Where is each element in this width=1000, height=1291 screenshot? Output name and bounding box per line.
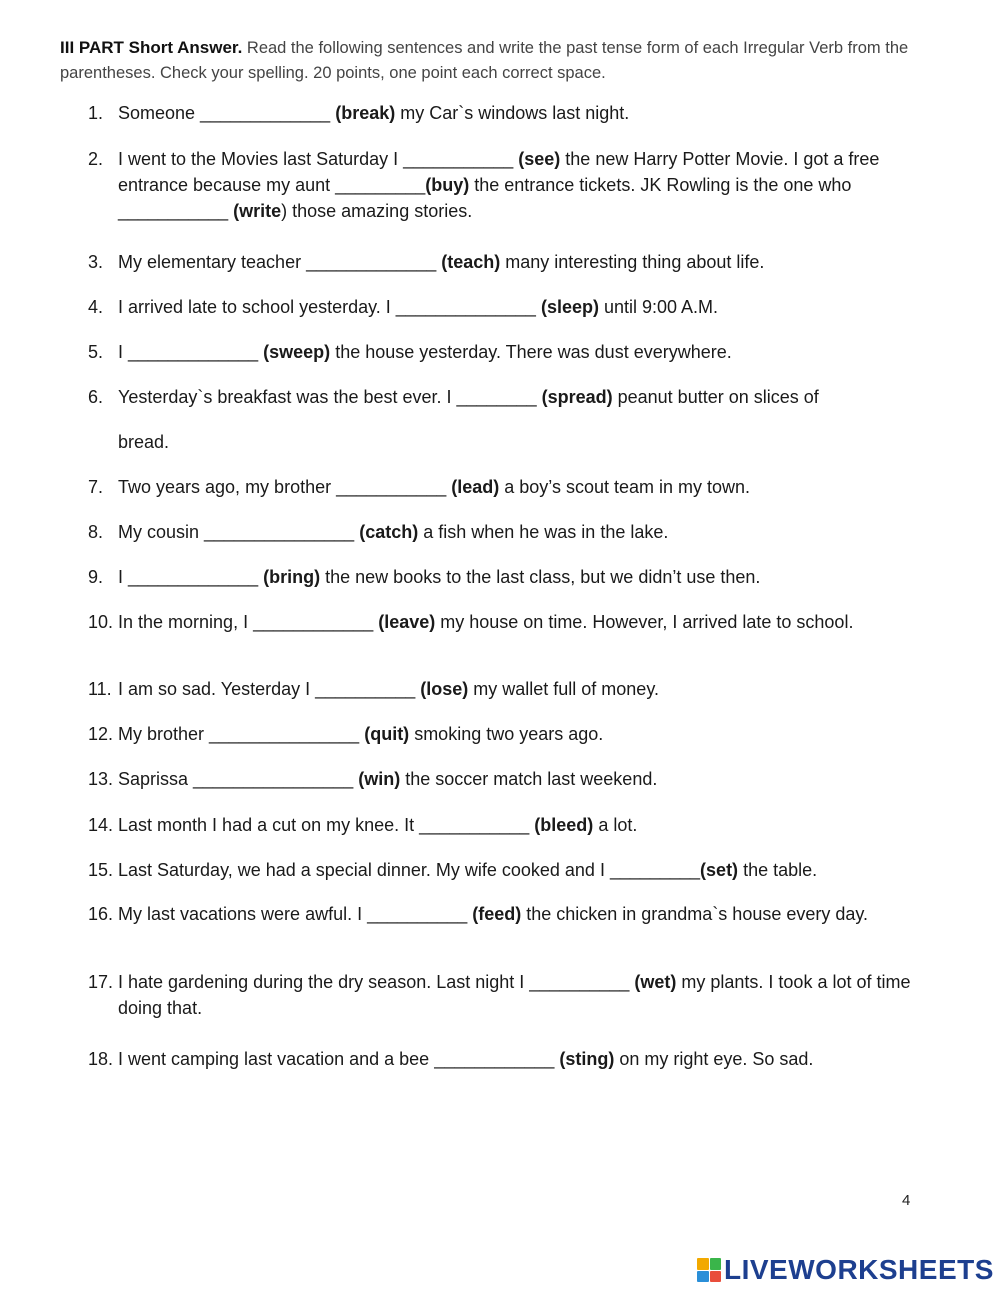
question-text <box>118 1046 918 1072</box>
logo-badge-icon <box>697 1258 721 1282</box>
sentence-fragment: My cousin _______________ <box>118 522 360 542</box>
question-number: 17. <box>88 972 114 992</box>
question-number: 8. <box>88 522 104 542</box>
sentence-fragment: Two years ago, my brother ___________ <box>118 477 452 497</box>
verb-hint: (buy) <box>425 175 470 195</box>
sentence-fragment: In the morning, I ____________ <box>118 612 379 632</box>
question-text <box>118 474 918 500</box>
sentence-fragment: many interesting thing about life. <box>500 252 765 272</box>
sentence-fragment: ) those amazing stories. <box>281 201 473 221</box>
question-text <box>118 100 918 126</box>
question-number: 15. <box>88 860 114 880</box>
sentence-fragment: until 9:00 A.M. <box>598 297 719 317</box>
verb-hint: (sting) <box>559 1049 615 1069</box>
logo-badge-square <box>697 1271 709 1283</box>
logo-text: LIVEWORKSHEETS <box>724 1254 994 1285</box>
sentence-fragment: Saprissa ________________ <box>118 769 359 789</box>
question-number: 3. <box>88 252 104 272</box>
sentence-fragment: the entrance tickets. JK Rowling is the one who ___________ <box>118 175 852 221</box>
verb-hint: (spread) <box>541 387 613 407</box>
sentence-fragment: Last month I had a cut on my knee. It ___________ <box>118 815 535 835</box>
sentence-fragment: peanut butter on slices of <box>612 387 819 407</box>
sentence-fragment: the chicken in grandma`s house every day. <box>521 904 869 924</box>
sentence-fragment: I hate gardening during the dry season. Last night I __________ <box>118 972 635 992</box>
sentence-fragment: I arrived late to school yesterday. I ______________ <box>118 297 541 317</box>
question-number: 6. <box>88 387 104 407</box>
sentence-fragment: Yesterday`s breakfast was the best ever. I ________ <box>118 387 542 407</box>
question-number: 4. <box>88 297 104 317</box>
sentence-fragment: I _____________ <box>118 342 264 362</box>
sentence-fragment: a fish when he was in the lake. <box>418 522 669 542</box>
liveworksheets-logo <box>697 1254 994 1286</box>
verb-hint: (bleed) <box>534 815 594 835</box>
sentence-fragment: the table. <box>738 860 818 880</box>
question-number: 2. <box>88 149 104 169</box>
question-number: 14. <box>88 815 114 835</box>
sentence-fragment: on my right eye. So sad. <box>614 1049 814 1069</box>
sentence-fragment: the new books to the last class, but we didn’t use then. <box>320 567 761 587</box>
question-number: 9. <box>88 567 104 587</box>
sentence-fragment: I went camping last vacation and a bee ____________ <box>118 1049 560 1069</box>
question-text <box>118 969 918 1021</box>
page-number: 4 <box>902 1192 911 1209</box>
verb-hint: (lose) <box>420 679 469 699</box>
question-text <box>118 676 918 702</box>
question-number: 7. <box>88 477 104 497</box>
question-text <box>118 564 918 590</box>
question-text <box>118 609 918 635</box>
question-text <box>118 812 918 838</box>
sentence-fragment: Someone _____________ <box>118 103 336 123</box>
verb-hint: (quit) <box>364 724 410 744</box>
verb-hint: (write <box>233 201 282 221</box>
question-text <box>118 249 918 275</box>
logo-badge-square <box>710 1258 722 1270</box>
sentence-fragment: My brother _______________ <box>118 724 365 744</box>
verb-hint: (sweep) <box>263 342 331 362</box>
sentence-fragment: I went to the Movies last Saturday I ___________ <box>118 149 519 169</box>
instructions-text: Read the following sentences and write the past tense form of each Irregular Verb from the parentheses. Check your spelling. 20 points, one point each correct space. <box>60 39 909 82</box>
logo-badge-square <box>697 1258 709 1270</box>
sentence-fragment: my house on time. However, I arrived late to school. <box>435 612 854 632</box>
question-number: 1. <box>88 103 104 123</box>
verb-hint: (teach) <box>441 252 501 272</box>
sentence-fragment: a boy’s scout team in my town. <box>499 477 751 497</box>
question-number: 11. <box>88 679 112 699</box>
sentence-fragment: bread. <box>118 432 170 452</box>
sentence-fragment: I am so sad. Yesterday I __________ <box>118 679 421 699</box>
logo-badge-square <box>710 1271 722 1283</box>
verb-hint: (catch) <box>359 522 419 542</box>
question-number: 12. <box>88 724 114 744</box>
sentence-fragment: the soccer match last weekend. <box>400 769 658 789</box>
question-number: 5. <box>88 342 104 362</box>
instructions <box>60 35 920 86</box>
verb-hint: (leave) <box>378 612 436 632</box>
sentence-fragment: the new Harry Potter Movie. I got a free entrance because my aunt _________ <box>118 149 880 195</box>
sentence-fragment: my Car`s windows last night. <box>395 103 630 123</box>
question-number: 18. <box>88 1049 114 1069</box>
verb-hint: (sleep) <box>540 297 599 317</box>
sentence-fragment: My last vacations were awful. I __________ <box>118 904 473 924</box>
sentence-fragment: a lot. <box>593 815 638 835</box>
question-text <box>118 429 918 455</box>
sentence-fragment: my plants. I took a lot of time doing that. <box>118 972 911 1018</box>
verb-hint: (set) <box>700 860 739 880</box>
verb-hint: (bring) <box>263 567 321 587</box>
verb-hint: (win) <box>358 769 401 789</box>
sentence-fragment: my wallet full of money. <box>468 679 659 699</box>
question-number: 16. <box>88 904 114 924</box>
verb-hint: (feed) <box>472 904 522 924</box>
question-number: 13. <box>88 769 114 789</box>
question-text <box>118 721 918 747</box>
question-text <box>118 339 918 365</box>
question-text <box>118 519 918 545</box>
sentence-fragment: My elementary teacher _____________ <box>118 252 442 272</box>
sentence-fragment: the house yesterday. There was dust everywhere. <box>330 342 732 362</box>
question-text <box>118 766 918 792</box>
question-text <box>118 146 918 224</box>
question-text <box>118 384 918 410</box>
question-number: 10. <box>88 612 114 632</box>
verb-hint: (lead) <box>451 477 500 497</box>
question-text <box>118 294 918 320</box>
sentence-fragment: smoking two years ago. <box>409 724 604 744</box>
verb-hint: (see) <box>518 149 561 169</box>
sentence-fragment: I _____________ <box>118 567 264 587</box>
question-text <box>118 901 918 927</box>
verb-hint: (wet) <box>634 972 677 992</box>
section-heading: III PART Short Answer. <box>60 38 243 57</box>
verb-hint: (break) <box>335 103 396 123</box>
sentence-fragment: Last Saturday, we had a special dinner. My wife cooked and I _________ <box>118 860 701 880</box>
question-text <box>118 857 918 883</box>
